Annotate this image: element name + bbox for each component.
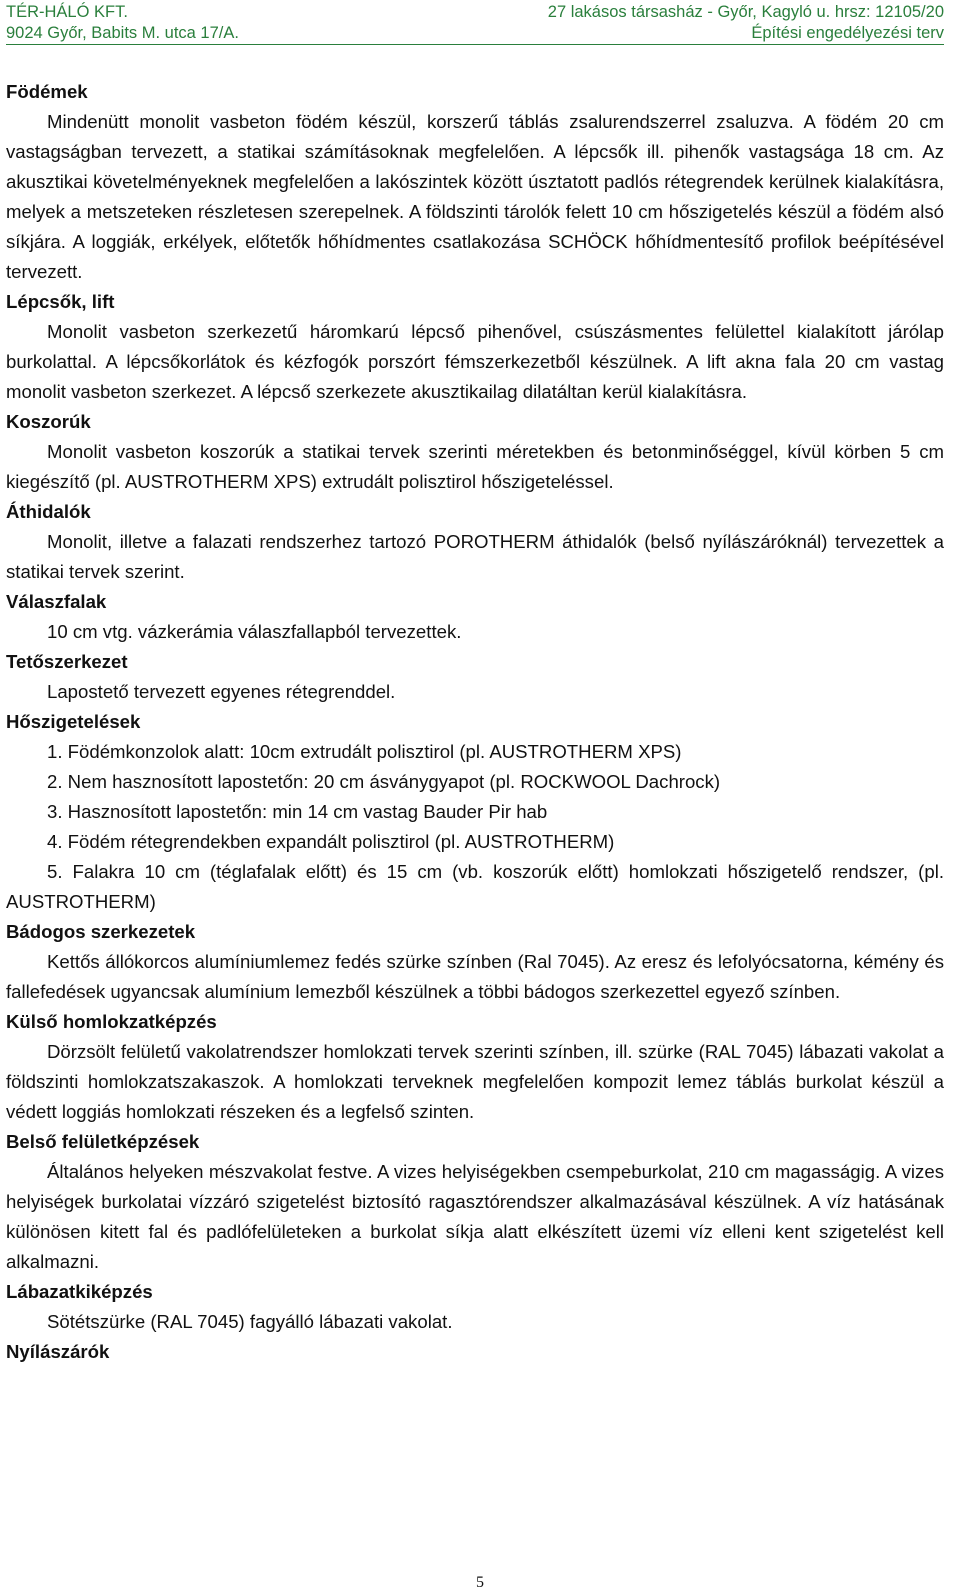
section-heading-athidalok: Áthidalók <box>6 501 91 522</box>
section-text-koszoruk: Monolit vasbeton koszorúk a statikai tervek szerinti méretekben és betonminőséggel, kívül körben 5 cm kiegészítő (pl. AUSTROTHERM XPS) extrudált polisztirol hőszigeteléssel. <box>6 441 944 492</box>
company-name: TÉR-HÁLÓ KFT. <box>6 3 128 21</box>
section-heading-lepcsok: Lépcsők, lift <box>6 291 115 312</box>
list-item: 4. Födém rétegrendekben expandált polisztirol (pl. AUSTROTHERM) <box>47 831 615 852</box>
list-item: 2. Nem hasznosított lapostetőn: 20 cm ásványgyapot (pl. ROCKWOOL Dachrock) <box>47 771 721 792</box>
section-text-valaszfalak: 10 cm vtg. vázkerámia válaszfallapból tervezettek. <box>47 621 462 642</box>
section-text-lepcsok: Monolit vasbeton szerkezetű háromkarú lépcső pihenővel, csúszásmentes felülettel kialakított járólap burkolattal. A lépcsőkorlátok és kézfogók porszórt fémszerkezetből készülnek. A lift akna fala 20 cm vastag monolit vasbeton szerkezet. A lépcső szerkezete akusztikailag dilatáltan kerül kialakításra. <box>6 321 944 402</box>
section-heading-valaszfalak: Válaszfalak <box>6 591 107 612</box>
section-text-athidalok: Monolit, illetve a falazati rendszerhez tartozó POROTHERM áthidalók (belső nyílászáróknál) tervezettek a statikai tervek szerint. <box>6 531 944 582</box>
section-heading-kulso: Külső homlokzatképzés <box>6 1011 217 1032</box>
section-heading-koszoruk: Koszorúk <box>6 411 91 432</box>
document-body <box>6 77 944 1367</box>
section-text-fodemek: Mindenütt monolit vasbeton födém készül, korszerű táblás zsalurendszerrel zsaluzva. A födém 20 cm vastagságban tervezett, a statikai számításoknak megfelelően. A lépcsők ill. pihenők vastagsága 18 cm. Az akusztikai követelményeknek megfelelően a lakószintek között úsztatott padlós rétegrendek kerülnek kialakításra, melyek a metszeteken részletesen szerepelnek. A földszinti tárolók felett 10 cm hőszigetelés készül a födém alsó síkjára. A loggiák, erkélyek, előtetők hőhídmentes csatlakozása SCHÖCK hőhídmentesítő profilok beépítésével tervezett. <box>6 111 944 282</box>
section-heading-badogos: Bádogos szerkezetek <box>6 921 196 942</box>
project-title: 27 lakásos társasház - Győr, Kagyló u. hrsz: 12105/20 <box>547 3 944 21</box>
section-heading-belso: Belső felületképzések <box>6 1131 200 1152</box>
page-header <box>6 2 944 46</box>
list-item: 1. Födémkonzolok alatt: 10cm extrudált polisztirol (pl. AUSTROTHERM XPS) <box>47 741 682 762</box>
section-text-labazat: Sötétszürke (RAL 7045) fagyálló lábazati vakolat. <box>47 1311 453 1332</box>
section-heading-tetoszerkezet: Tetőszerkezet <box>6 651 128 672</box>
header-right <box>548 2 944 44</box>
section-heading-labazat: Lábazatkiképzés <box>6 1281 153 1302</box>
header-left <box>6 2 239 44</box>
page-number: 5 <box>476 1574 484 1591</box>
document-type: Építési engedélyezési terv <box>751 24 944 42</box>
company-address: 9024 Győr, Babits M. utca 17/A. <box>6 24 239 42</box>
section-text-belso: Általános helyeken mészvakolat festve. A vizes helyiségekben csempeburkolat, 210 cm magasságig. A vizes helyiségek burkolatai vízzáró szigetelést biztosító ragasztórendszer alkalmazásával készülnek. A víz hatásának különösen kitett fal és padlófelületeken a burkolat síkja alatt elkészített üzemi víz elleni kent szigetelést kell alkalmazni. <box>6 1161 944 1272</box>
section-heading-fodemek: Födémek <box>6 81 88 102</box>
section-text-badogos: Kettős állókorcos alumíniumlemez fedés szürke színben (Ral 7045). Az eresz és lefolyócsatorna, kémény és fallefedések ugyancsak alumínium lemezből készülnek a többi bádogos szerkezettel egyező színben. <box>6 951 944 1002</box>
header-divider <box>6 44 944 45</box>
section-text-tetoszerkezet: Lapostető tervezett egyenes rétegrenddel. <box>47 681 396 702</box>
section-heading-nyilaszarok: Nyílászárók <box>6 1341 110 1362</box>
list-item: 5. Falakra 10 cm (téglafalak előtt) és 15 cm (vb. koszorúk előtt) homlokzati hőszigetelő rendszer, (pl. AUSTROTHERM) <box>6 861 944 912</box>
section-text-kulso: Dörzsölt felületű vakolatrendszer homlokzati tervek szerinti színben, ill. szürke (RAL 7045) lábazati vakolat a földszinti homlokzatszakaszok. A homlokzati terveknek megfelelően kompozit lemez táblás burkolat készül a védett loggiás homlokzati részeken és a legfelső szinten. <box>6 1041 944 1122</box>
list-item: 3. Hasznosított lapostetőn: min 14 cm vastag Bauder Pir hab <box>47 801 548 822</box>
section-heading-hoszigetelesek: Hőszigetelések <box>6 711 141 732</box>
